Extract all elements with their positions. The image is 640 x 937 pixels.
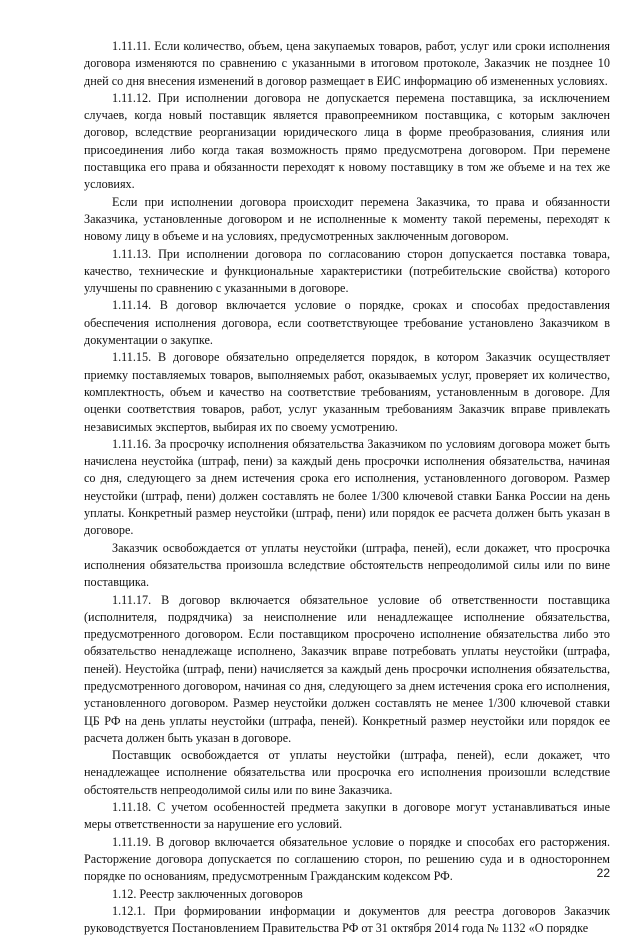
document-body <box>84 38 610 937</box>
paragraph-1-11-11: 1.11.11. Если количество, объем, цена закупаемых товаров, работ, услуг или сроки исполнения договора изменяются по сравнению с указанными в итоговом протоколе, Заказчик не позднее 10 дней со дня внесения изменений в договор размещает в ЕИС информацию об измененных условиях. <box>84 39 610 88</box>
paragraph-1-11-18: 1.11.18. С учетом особенностей предмета закупки в договоре могут устанавливаться иные меры ответственности за нарушение его условий. <box>84 800 610 832</box>
paragraph-1-11-19: 1.11.19. В договор включается обязательное условие о порядке и способах его расторжения. Расторжение договора допускается по соглашению сторон, по решению суда и в одностороннем порядке по основаниям, предусмотренным Гражданским кодексом РФ. <box>84 834 610 884</box>
paragraph-1-11-14: 1.11.14. В договор включается условие о порядке, сроках и способах предоставления обеспечения исполнения договора, если соответствующее требование установлено Заказчиком в документации о закупке. <box>84 298 610 348</box>
paragraph-customer-exemption: Заказчик освобождается от уплаты неустойки (штрафа, пеней), если докажет, что просрочка исполнения обязательства произошла вследствие обстоятельств непреодолимой силы или по вине поставщика. <box>84 540 610 590</box>
paragraph-1-11-16: 1.11.16. За просрочку исполнения обязательства Заказчиком по условиям договора может быть начислена неустойка (штраф, пени) за каждый день просрочки исполнения обязательства, начиная со дня, следующего за днем истечения срока его исполнения, установленного договором. Размер неустойки (штраф, пени) должен составлять не более 1/300 ключевой ставки Банка России на день уплаты. Конкретный размер неустойки (штраф, пени) или порядок ее расчета должен быть указан в договоре. <box>84 436 610 538</box>
paragraph-supplier-exemption: Поставщик освобождается от уплаты неустойки (штрафа, пеней), если докажет, что ненадлежащее исполнение обязательства или просрочка его исполнения произошли вследствие обстоятельств непреодолимой силы или по вине Заказчика. <box>84 748 610 797</box>
paragraph-customer-change: Если при исполнении договора происходит перемена Заказчика, то права и обязанности Заказчика, установленные договором и не исполненные к моменту такой перемены, переходят к новому лицу в объеме и на условиях, предусмотренных заключенным договором. <box>84 194 610 244</box>
paragraph-1-12-1: 1.12.1. При формировании информации и документов для реестра договоров Заказчик руководствуется Постановлением Правительства РФ от 31 октября 2014 года № 1132 «О порядке <box>84 903 610 936</box>
paragraph-1-11-12: 1.11.12. При исполнении договора не допускается перемена поставщика, за исключением случаев, когда новый поставщик является правопреемником поставщика, с которым заключен договор, вследствие реорганизации юридического лица в форме преобразования, слияния или присоединения либо когда такая возможность прямо предусмотрена договором. При перемене поставщика его права и обязанности переходят к новому поставщику в том же объеме и на тех же условиях. <box>84 90 610 192</box>
page-number: 22 <box>596 866 610 880</box>
paragraph-1-11-17: 1.11.17. В договор включается обязательное условие об ответственности поставщика (исполнителя, подрядчика) за неисполнение или ненадлежащее исполнение обязательства, предусмотренного договором. Если поставщиком просрочено исполнение обязательства либо это обязательство ненадлежаще исполнено, Заказчик вправе потребовать уплаты неустойки (штрафа, пеней). Неустойка (штраф, пени) начисляется за каждый день просрочки исполнения обязательства, предусмотренного договором, начиная со дня, следующего за днем истечения срока его исполнения, установленного договором. Размер неустойки должен составлять не менее 1/300 ключевой ставки ЦБ РФ на день уплаты неустойки (штрафа, пеней). Конкретный размер неустойки или порядок ее расчета должен быть указан в договоре. <box>84 592 610 745</box>
paragraph-1-11-13: 1.11.13. При исполнении договора по согласованию сторон допускается поставка товара, качество, технические и функциональные характеристики (потребительские свойства) которого улучшены по сравнению с указанными в договоре. <box>84 246 610 296</box>
paragraph-1-11-15: 1.11.15. В договоре обязательно определяется порядок, в котором Заказчик осуществляет приемку поставляемых товаров, выполняемых работ, оказываемых услуг, проверяет их количество, комплектность, объем и качество на соответствие требованиям, установленным в договоре. Для оценки соответствия товаров, работ, услуг указанным требованиям Заказчик вправе привлекать независимых экспертов, выбирая их по своему усмотрению. <box>84 350 610 434</box>
section-heading-1-12: 1.12. Реестр заключенных договоров <box>112 886 303 901</box>
